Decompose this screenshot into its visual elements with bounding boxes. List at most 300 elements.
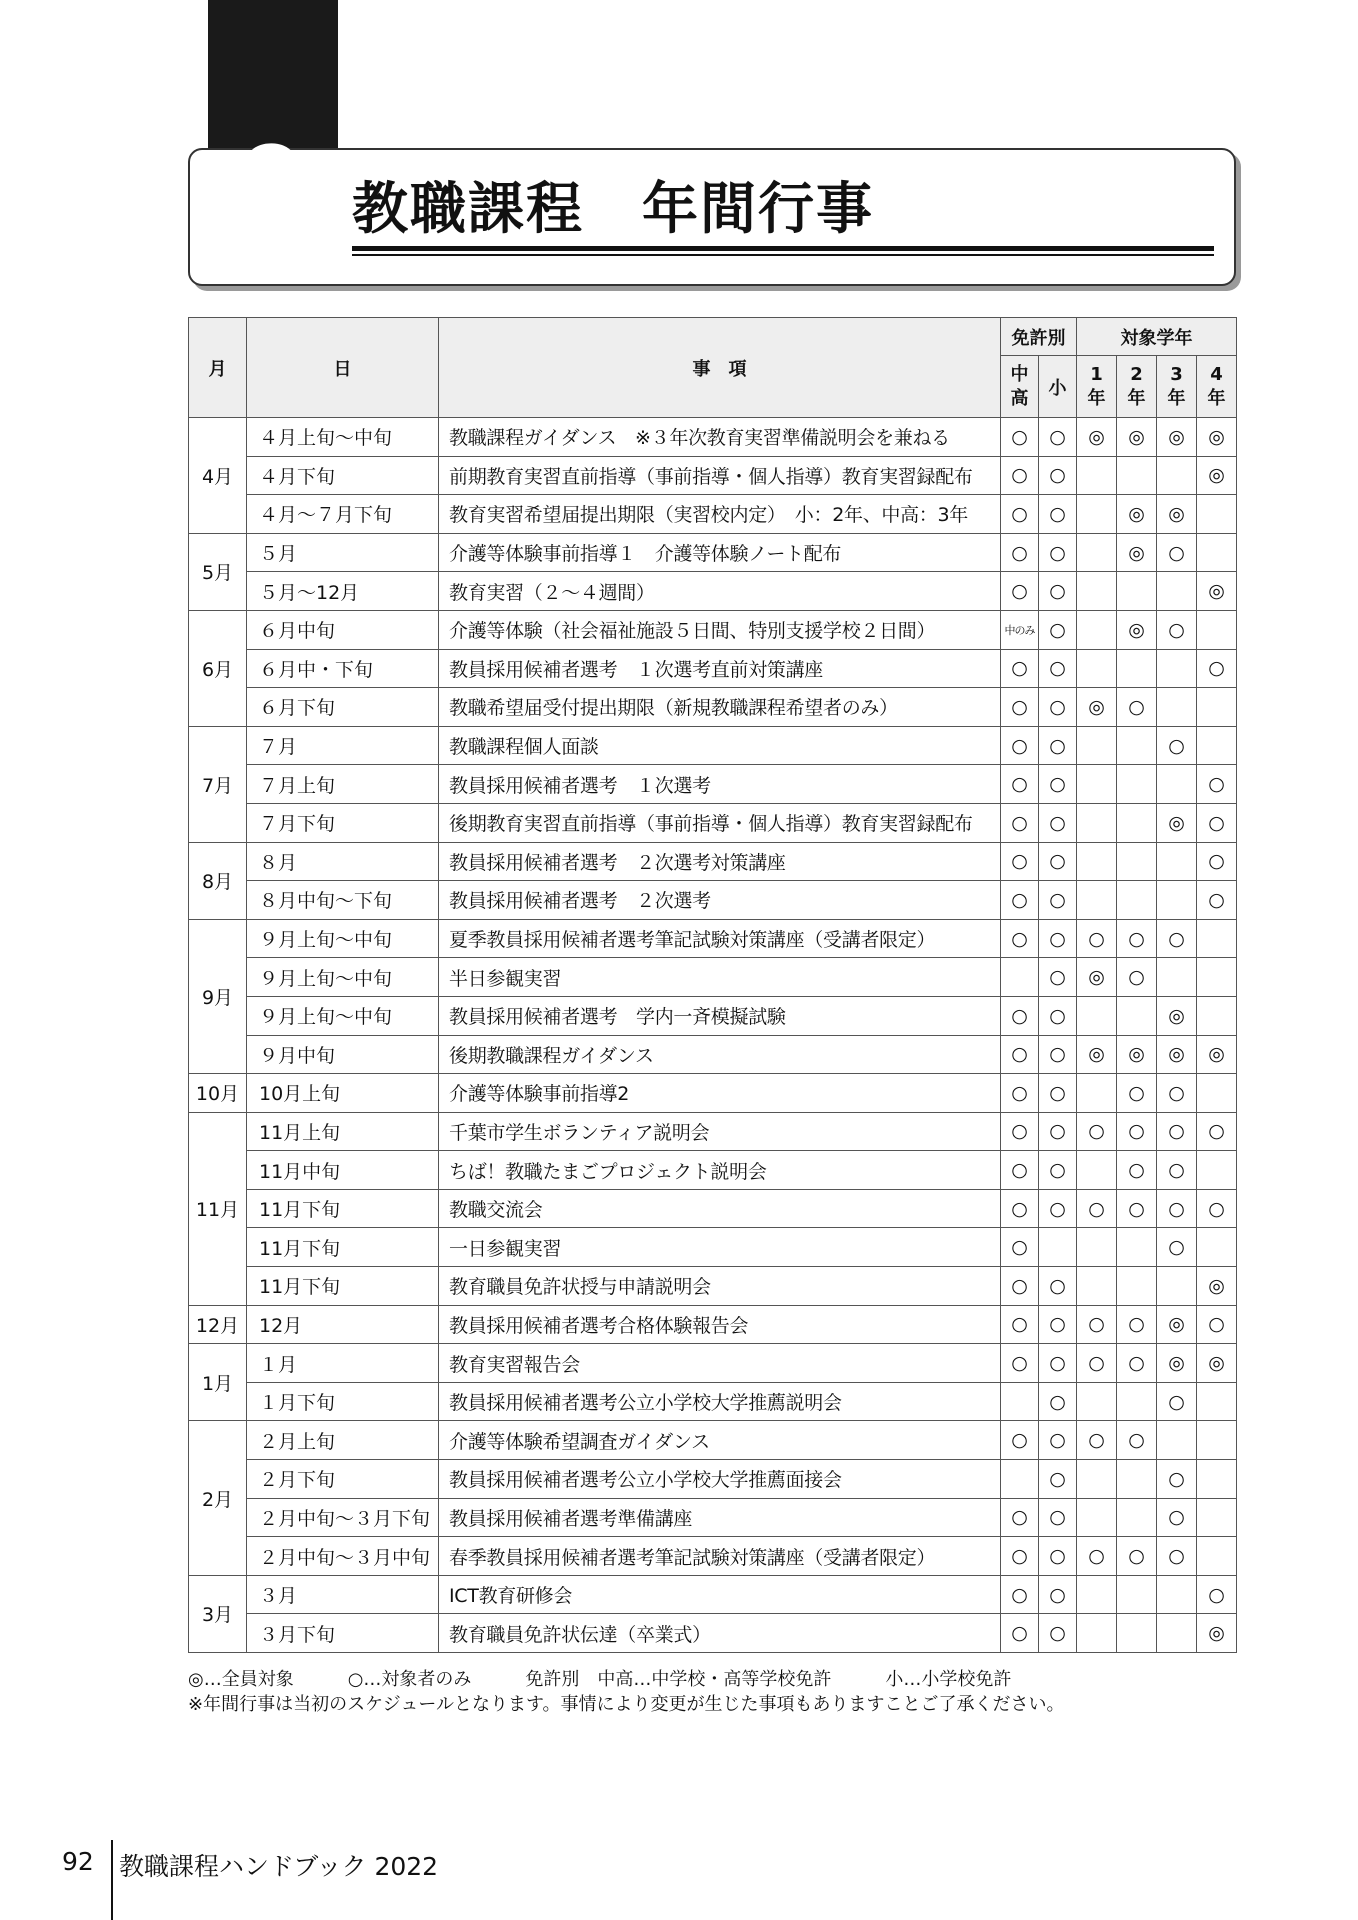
mark-cell: ◎ [1197,1614,1237,1653]
mark-cell [1197,1498,1237,1537]
mark-cell [1197,610,1237,649]
mark-cell: ○ [1001,1151,1039,1190]
mark-cell [1197,1382,1237,1421]
month-cell: 3月 [189,1575,247,1652]
mark-cell: ○ [1039,572,1077,611]
table-row [189,996,1237,1035]
mark-cell: ○ [1001,765,1039,804]
mark-cell [1197,996,1237,1035]
mark-cell [1117,765,1157,804]
table-row [189,1035,1237,1074]
mark-cell [1077,533,1117,572]
table-row [189,610,1237,649]
mark-cell: ○ [1039,1035,1077,1074]
event-cell: 教育実習報告会 [439,1344,1001,1383]
mark-cell: ○ [1157,726,1197,765]
header-event: 事 項 [439,318,1001,418]
date-cell: ２月中旬〜３月下旬 [247,1498,439,1537]
mark-cell [1197,1228,1237,1267]
mark-cell [1077,495,1117,534]
mark-cell: ○ [1039,649,1077,688]
mark-cell [1197,726,1237,765]
mark-cell: ○ [1197,881,1237,920]
header-grade-2: 2 年 [1117,356,1157,418]
mark-cell: ○ [1157,1460,1197,1499]
table-row [189,649,1237,688]
mark-cell: ○ [1039,1575,1077,1614]
mark-cell: ○ [1001,1112,1039,1151]
mark-cell: ◎ [1197,1344,1237,1383]
mark-cell: ○ [1001,1575,1039,1614]
event-cell: 一日参観実習 [439,1228,1001,1267]
mark-cell: ○ [1197,842,1237,881]
table-row [189,1498,1237,1537]
table-row [189,1151,1237,1190]
month-cell: 6月 [189,610,247,726]
mark-cell: ◎ [1117,1035,1157,1074]
mark-cell: ○ [1001,533,1039,572]
table-row [189,572,1237,611]
date-cell: ２月上旬 [247,1421,439,1460]
mark-cell [1077,996,1117,1035]
mark-cell [1157,1421,1197,1460]
month-cell: 1月 [189,1344,247,1421]
mark-cell: ◎ [1157,996,1197,1035]
header-mid-high: 中 高 [1001,356,1039,418]
date-cell: ６月中・下旬 [247,649,439,688]
mark-cell: ○ [1039,996,1077,1035]
mark-cell: ○ [1001,1537,1039,1576]
mark-cell [1077,1614,1117,1653]
date-cell: ９月中旬 [247,1035,439,1074]
mark-cell [1197,1074,1237,1113]
mark-cell: ○ [1117,958,1157,997]
mark-cell: ◎ [1197,1267,1237,1306]
mark-cell [1117,649,1157,688]
mark-cell [1197,1421,1237,1460]
chapter-number: 9 [238,126,308,240]
mark-cell [1117,456,1157,495]
mark-cell [1157,958,1197,997]
mark-cell [1077,1460,1117,1499]
mark-cell: ○ [1039,1614,1077,1653]
mark-cell: ○ [1077,1305,1117,1344]
mark-cell: ○ [1001,649,1039,688]
mark-cell: ○ [1117,1112,1157,1151]
date-cell: １月 [247,1344,439,1383]
mark-cell [1077,881,1117,920]
event-cell: 夏季教員採用候補者選考筆記試験対策講座（受講者限定） [439,919,1001,958]
mark-cell: ○ [1039,919,1077,958]
mark-cell: ○ [1001,1305,1039,1344]
event-cell: 教員採用候補者選考 １次選考 [439,765,1001,804]
event-cell: 教職課程ガイダンス ※３年次教育実習準備説明会を兼ねる [439,418,1001,457]
event-cell: 半日参観実習 [439,958,1001,997]
mark-cell: ○ [1001,1614,1039,1653]
mark-cell [1157,456,1197,495]
page-title: 教職課程 年間行事 [352,177,874,242]
mark-cell: ○ [1117,1537,1157,1576]
mark-cell: ○ [1001,919,1039,958]
table-row [189,1189,1237,1228]
event-cell: 教員採用候補者選考公立小学校大学推薦説明会 [439,1382,1001,1421]
mark-cell: ○ [1039,1460,1077,1499]
mark-cell: ○ [1001,495,1039,534]
footer-divider [111,1840,113,1920]
mark-cell [1001,958,1039,997]
mark-cell [1157,688,1197,727]
header-date: 日 [247,318,439,418]
mark-cell [1197,919,1237,958]
mark-cell [1197,1460,1237,1499]
mark-cell: ○ [1039,842,1077,881]
mark-cell: ○ [1157,1189,1197,1228]
mark-cell [1157,572,1197,611]
mark-cell: ○ [1001,1189,1039,1228]
mark-cell: ◎ [1157,803,1197,842]
mark-cell: ○ [1117,919,1157,958]
mark-cell: ○ [1001,881,1039,920]
mark-cell: ○ [1001,688,1039,727]
mark-cell: ◎ [1197,456,1237,495]
mark-cell: ○ [1117,1305,1157,1344]
mark-cell [1117,726,1157,765]
event-cell: 教職交流会 [439,1189,1001,1228]
date-cell: ７月上旬 [247,765,439,804]
date-cell: ３月 [247,1575,439,1614]
mark-cell: ○ [1197,1112,1237,1151]
mark-cell: ◎ [1077,958,1117,997]
mark-cell: ○ [1001,1035,1039,1074]
mark-cell: ○ [1001,842,1039,881]
mark-cell: ○ [1157,1498,1197,1537]
mark-cell: ○ [1197,649,1237,688]
event-cell: 教育職員免許状伝達（卒業式） [439,1614,1001,1653]
mark-cell [1077,803,1117,842]
mark-cell [1157,649,1197,688]
mark-cell: ○ [1001,1074,1039,1113]
mark-cell: ○ [1039,1112,1077,1151]
schedule-body [189,418,1237,1653]
month-cell: 2月 [189,1421,247,1575]
mark-cell: ○ [1117,1151,1157,1190]
mark-cell: ○ [1039,958,1077,997]
mark-cell [1117,842,1157,881]
mark-cell: ○ [1077,919,1117,958]
mark-cell: ○ [1039,688,1077,727]
mark-cell: ◎ [1197,418,1237,457]
mark-cell [1001,1460,1039,1499]
table-row [189,803,1237,842]
header-grade: 対象学年 [1077,318,1237,356]
table-row [189,1382,1237,1421]
mark-cell [1001,1382,1039,1421]
mark-cell: ○ [1039,1498,1077,1537]
month-cell: 5月 [189,533,247,610]
mark-cell: ○ [1077,1421,1117,1460]
mark-cell: ○ [1117,1074,1157,1113]
mark-cell [1077,456,1117,495]
mark-cell: ○ [1157,610,1197,649]
month-cell: 7月 [189,726,247,842]
mark-cell: ○ [1039,610,1077,649]
legend-note: ◎…全員対象 ○…対象者のみ 免許別 中高…中学校・高等学校免許 小…小学校免許 [188,1669,1012,1690]
mark-cell [1077,765,1117,804]
event-cell: 教員採用候補者選考公立小学校大学推薦面接会 [439,1460,1001,1499]
mark-cell [1117,1575,1157,1614]
mark-cell: ○ [1001,996,1039,1035]
month-cell: 10月 [189,1074,247,1113]
date-cell: ４月〜７月下旬 [247,495,439,534]
mark-cell [1077,1228,1117,1267]
event-cell: 介護等体験事前指導2 [439,1074,1001,1113]
date-cell: ８月 [247,842,439,881]
mark-cell [1117,1382,1157,1421]
mark-cell: ○ [1117,1189,1157,1228]
mark-cell: ○ [1039,1382,1077,1421]
table-row [189,418,1237,457]
mark-cell [1077,610,1117,649]
table-row [189,1267,1237,1306]
event-cell: 千葉市学生ボランティア説明会 [439,1112,1001,1151]
mark-cell: ◎ [1157,1344,1197,1383]
month-cell: 11月 [189,1112,247,1305]
mark-cell [1117,881,1157,920]
date-cell: ４月下旬 [247,456,439,495]
mark-cell [1157,842,1197,881]
table-row [189,1460,1237,1499]
date-cell: ５月 [247,533,439,572]
mark-cell [1197,1537,1237,1576]
event-cell: 教職希望届受付提出期限（新規教職課程希望者のみ） [439,688,1001,727]
mark-cell [1157,1575,1197,1614]
table-row [189,1575,1237,1614]
mark-cell [1197,495,1237,534]
event-cell: 教育実習（２〜４週間） [439,572,1001,611]
header-license: 免許別 [1001,318,1077,356]
mark-cell: ◎ [1197,572,1237,611]
mark-cell: ○ [1039,765,1077,804]
mark-cell: ○ [1157,1228,1197,1267]
mark-cell [1077,726,1117,765]
mark-cell: ○ [1157,919,1197,958]
date-cell: ２月中旬〜３月中旬 [247,1537,439,1576]
mark-cell: ○ [1039,1151,1077,1190]
event-cell: ちば！教職たまごプロジェクト説明会 [439,1151,1001,1190]
event-cell: 教員採用候補者選考 学内一斉模擬試験 [439,996,1001,1035]
mark-cell: ◎ [1077,1035,1117,1074]
mark-cell [1117,996,1157,1035]
table-row [189,1344,1237,1383]
mark-cell [1157,765,1197,804]
mark-cell: 中のみ [1001,610,1039,649]
mark-cell: ○ [1039,1267,1077,1306]
mark-cell: ○ [1197,765,1237,804]
mark-cell: ○ [1077,1189,1117,1228]
date-cell: ５月〜12月 [247,572,439,611]
mark-cell: ○ [1001,1228,1039,1267]
event-cell: 介護等体験（社会福祉施設５日間、特別支援学校２日間） [439,610,1001,649]
mark-cell: ○ [1157,1074,1197,1113]
mark-cell [1039,1228,1077,1267]
mark-cell [1077,1575,1117,1614]
event-cell: 教員採用候補者選考 ２次選考 [439,881,1001,920]
mark-cell: ○ [1039,1074,1077,1113]
header-month: 月 [189,318,247,418]
table-row [189,1074,1237,1113]
mark-cell: ○ [1197,1189,1237,1228]
table-row [189,1112,1237,1151]
table-row [189,495,1237,534]
month-cell: 4月 [189,418,247,534]
date-cell: ９月上旬〜中旬 [247,996,439,1035]
date-cell: ８月中旬〜下旬 [247,881,439,920]
table-row [189,1421,1237,1460]
table-row [189,765,1237,804]
date-cell: ２月下旬 [247,1460,439,1499]
header-grade-1: 1 年 [1077,356,1117,418]
mark-cell [1157,1614,1197,1653]
table-row [189,881,1237,920]
mark-cell: ◎ [1157,1035,1197,1074]
month-cell: 12月 [189,1305,247,1344]
header-grade-4: 4 年 [1197,356,1237,418]
mark-cell: ○ [1001,1498,1039,1537]
table-row [189,533,1237,572]
event-cell: 春季教員採用候補者選考筆記試験対策講座（受講者限定） [439,1537,1001,1576]
mark-cell: ○ [1039,418,1077,457]
mark-cell: ○ [1001,1267,1039,1306]
header-grade-3: 3 年 [1157,356,1197,418]
mark-cell: ◎ [1117,533,1157,572]
date-cell: 10月上旬 [247,1074,439,1113]
title-underline-thin [352,254,1214,256]
month-cell: 8月 [189,842,247,919]
mark-cell: ◎ [1077,418,1117,457]
mark-cell: ○ [1077,1344,1117,1383]
mark-cell [1077,842,1117,881]
table-row [189,842,1237,881]
table-row [189,1228,1237,1267]
date-cell: 11月下旬 [247,1189,439,1228]
mark-cell: ○ [1001,456,1039,495]
mark-cell: ○ [1001,1421,1039,1460]
mark-cell: ◎ [1157,1305,1197,1344]
mark-cell [1077,1151,1117,1190]
mark-cell: ○ [1001,418,1039,457]
event-cell: ICT教育研修会 [439,1575,1001,1614]
mark-cell: ○ [1039,533,1077,572]
mark-cell [1117,1498,1157,1537]
mark-cell [1117,1614,1157,1653]
table-row [189,726,1237,765]
event-cell: 後期教職課程ガイダンス [439,1035,1001,1074]
header-elementary: 小 [1039,356,1077,418]
event-cell: 教員採用候補者選考 ２次選考対策講座 [439,842,1001,881]
title-underline [352,246,1214,251]
date-cell: ４月上旬〜中旬 [247,418,439,457]
book-title: 教職課程ハンドブック 2022 [119,1852,439,1881]
mark-cell [1077,1498,1117,1537]
mark-cell [1157,881,1197,920]
mark-cell: ◎ [1157,495,1197,534]
event-cell: 後期教育実習直前指導（事前指導・個人指導）教育実習録配布 [439,803,1001,842]
mark-cell: ○ [1039,1344,1077,1383]
event-cell: 教職課程個人面談 [439,726,1001,765]
mark-cell: ○ [1157,1151,1197,1190]
mark-cell [1197,533,1237,572]
mark-cell: ○ [1039,1537,1077,1576]
mark-cell: ○ [1077,1112,1117,1151]
mark-cell: ○ [1197,1305,1237,1344]
date-cell: 11月中旬 [247,1151,439,1190]
mark-cell: ○ [1001,803,1039,842]
date-cell: 11月下旬 [247,1228,439,1267]
date-cell: ６月中旬 [247,610,439,649]
mark-cell: ○ [1157,1382,1197,1421]
mark-cell: ○ [1001,1344,1039,1383]
mark-cell [1117,803,1157,842]
mark-cell [1077,1382,1117,1421]
date-cell: １月下旬 [247,1382,439,1421]
mark-cell: ○ [1117,1344,1157,1383]
month-cell: 9月 [189,919,247,1073]
mark-cell [1077,572,1117,611]
mark-cell: ○ [1157,1112,1197,1151]
mark-cell: ○ [1157,533,1197,572]
mark-cell: ◎ [1157,418,1197,457]
mark-cell: ○ [1197,1575,1237,1614]
mark-cell: ○ [1197,803,1237,842]
table-row [189,688,1237,727]
mark-cell [1117,1460,1157,1499]
table-row [189,919,1237,958]
page-number: 92 [62,1847,94,1876]
mark-cell: ○ [1039,495,1077,534]
event-cell: 教育職員免許状授与申請説明会 [439,1267,1001,1306]
date-cell: ９月上旬〜中旬 [247,958,439,997]
schedule-table [188,317,1237,1653]
mark-cell [1157,1267,1197,1306]
event-cell: 介護等体験希望調査ガイダンス [439,1421,1001,1460]
disclaimer-note: ※年間行事は当初のスケジュールとなります。事情により変更が生じた事項もありますことご了承ください。 [188,1694,1065,1715]
mark-cell: ○ [1039,456,1077,495]
event-cell: 前期教育実習直前指導（事前指導・個人指導）教育実習録配布 [439,456,1001,495]
mark-cell [1197,1151,1237,1190]
mark-cell: ◎ [1197,1035,1237,1074]
table-row [189,1537,1237,1576]
date-cell: ９月上旬〜中旬 [247,919,439,958]
event-cell: 教員採用候補者選考合格体験報告会 [439,1305,1001,1344]
mark-cell: ○ [1001,726,1039,765]
table-row [189,958,1237,997]
mark-cell: ○ [1157,1537,1197,1576]
mark-cell: ○ [1001,572,1039,611]
mark-cell [1117,1228,1157,1267]
mark-cell: ○ [1039,1305,1077,1344]
event-cell: 教員採用候補者選考準備講座 [439,1498,1001,1537]
mark-cell: ◎ [1117,495,1157,534]
date-cell: ３月下旬 [247,1614,439,1653]
table-row [189,1614,1237,1653]
mark-cell [1117,572,1157,611]
mark-cell: ○ [1117,688,1157,727]
mark-cell: ◎ [1117,418,1157,457]
mark-cell: ○ [1077,1537,1117,1576]
mark-cell [1197,688,1237,727]
table-row [189,1305,1237,1344]
event-cell: 教育実習希望届提出期限（実習校内定） 小：2年、中高：3年 [439,495,1001,534]
